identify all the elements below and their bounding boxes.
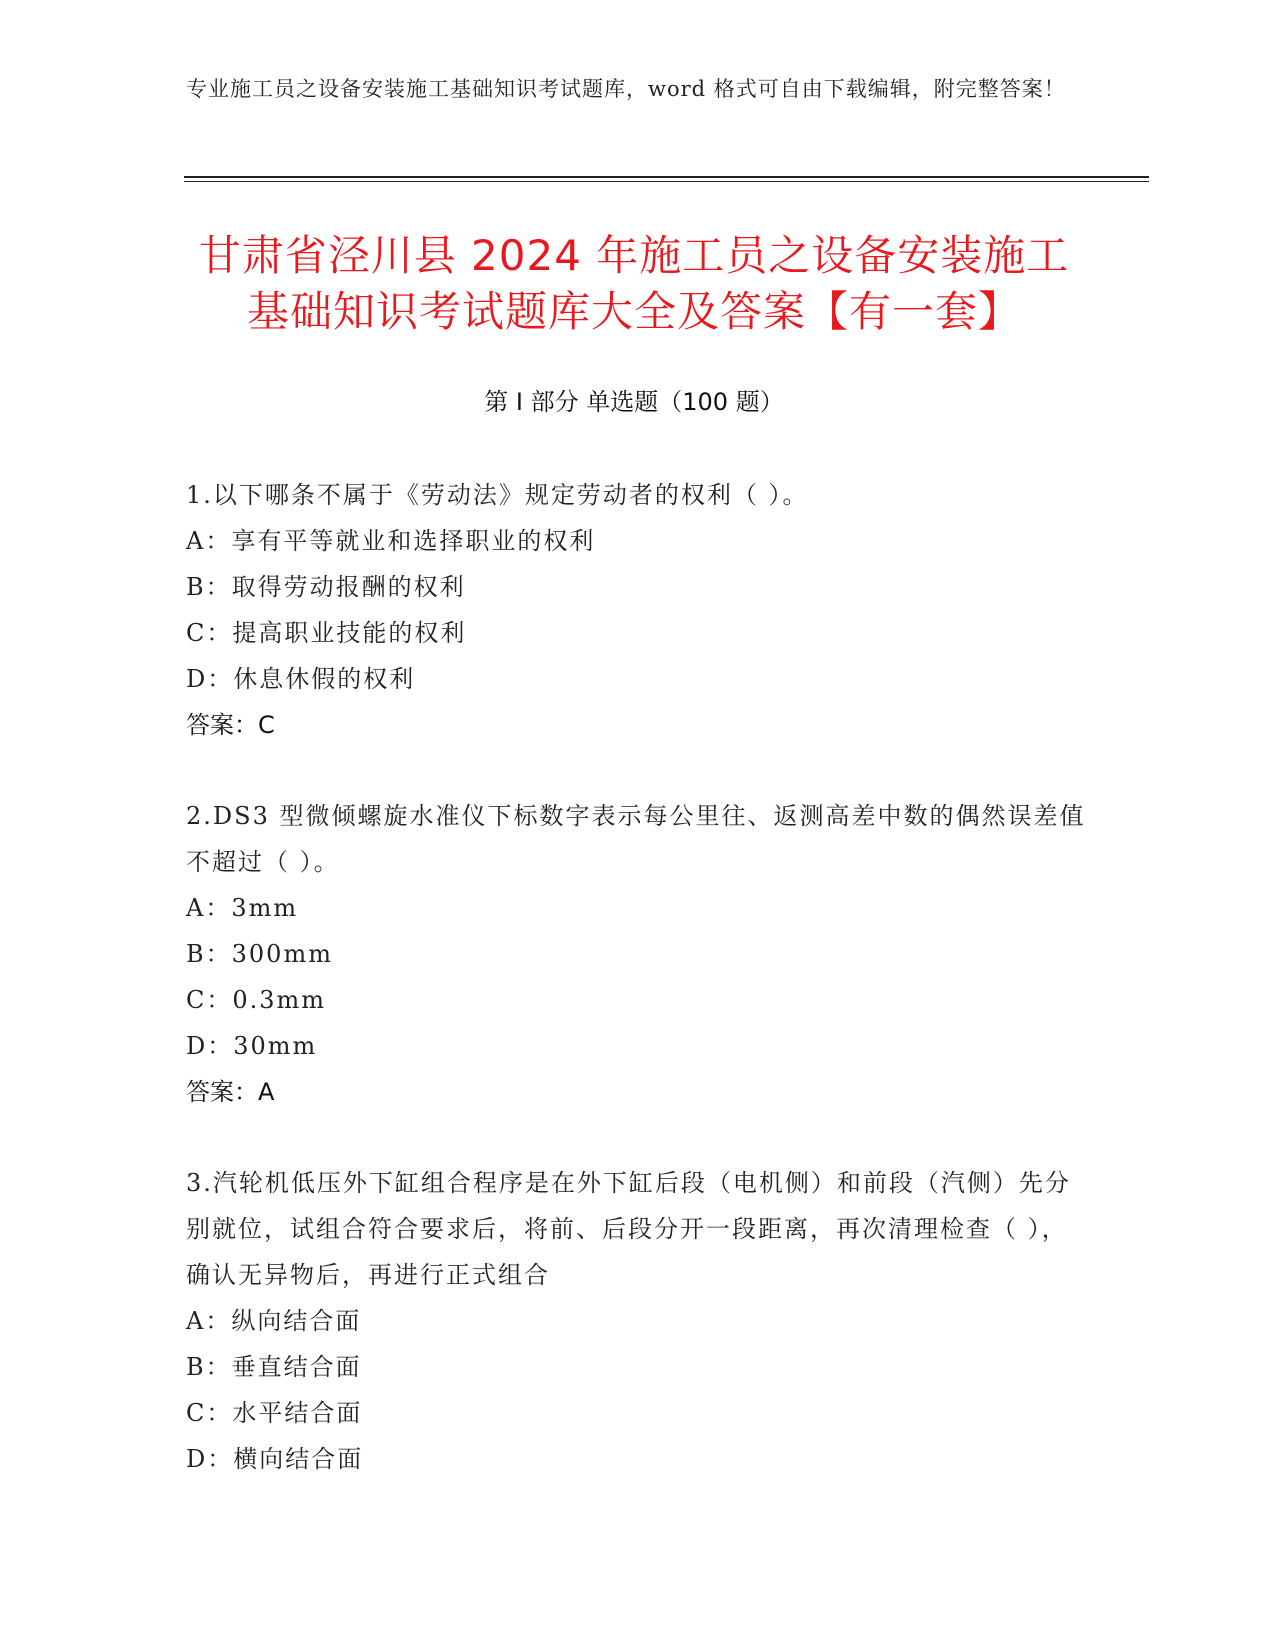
option-d: D：横向结合面 — [186, 1445, 364, 1473]
question-stem: 2.DS3 型微倾螺旋水准仪下标数字表示每公里往、返测高差中数的偶然误差值不超过（ ）。 — [186, 802, 1086, 876]
answer: 答案：C — [186, 711, 275, 739]
option-c: C：提高职业技能的权利 — [186, 619, 467, 647]
option-d: D：休息休假的权利 — [186, 665, 416, 693]
option-b: B：取得劳动报酬的权利 — [186, 573, 466, 601]
document-title — [184, 228, 1084, 340]
question-item — [186, 1160, 1086, 1482]
option-c: C：0.3mm — [186, 986, 327, 1014]
header-divider-thick — [184, 176, 1149, 178]
option-a: A：纵向结合面 — [186, 1307, 362, 1335]
header-divider-thin — [184, 181, 1149, 182]
option-b: B：垂直结合面 — [186, 1353, 362, 1381]
option-a: A：3mm — [186, 894, 299, 922]
option-c: C：水平结合面 — [186, 1399, 363, 1427]
option-b: B：300mm — [186, 940, 333, 968]
section-title: 第 I 部分 单选题（100 题） — [484, 388, 784, 416]
question-list — [186, 472, 1086, 1527]
question-item — [186, 472, 1086, 748]
question-item — [186, 793, 1086, 1115]
title-line-2: 基础知识考试题库大全及答案【有一套】 — [246, 287, 1021, 336]
question-stem: 3.汽轮机低压外下缸组合程序是在外下缸后段（电机侧）和前段（汽侧）先分别就位，试组合符合要求后，将前、后段分开一段距离，再次清理检查（ ），确认无异物后，再进行正式组合 — [186, 1169, 1071, 1289]
title-line-1: 甘肃省泾川县 2024 年施工员之设备安装施工 — [198, 231, 1070, 280]
header-note: 专业施工员之设备安装施工基础知识考试题库，word 格式可自由下载编辑，附完整答案！ — [186, 77, 1066, 101]
option-d: D：30mm — [186, 1032, 318, 1060]
answer: 答案：A — [186, 1078, 275, 1106]
question-stem: 1.以下哪条不属于《劳动法》规定劳动者的权利（ ）。 — [186, 481, 809, 509]
option-a: A：享有平等就业和选择职业的权利 — [186, 527, 596, 555]
